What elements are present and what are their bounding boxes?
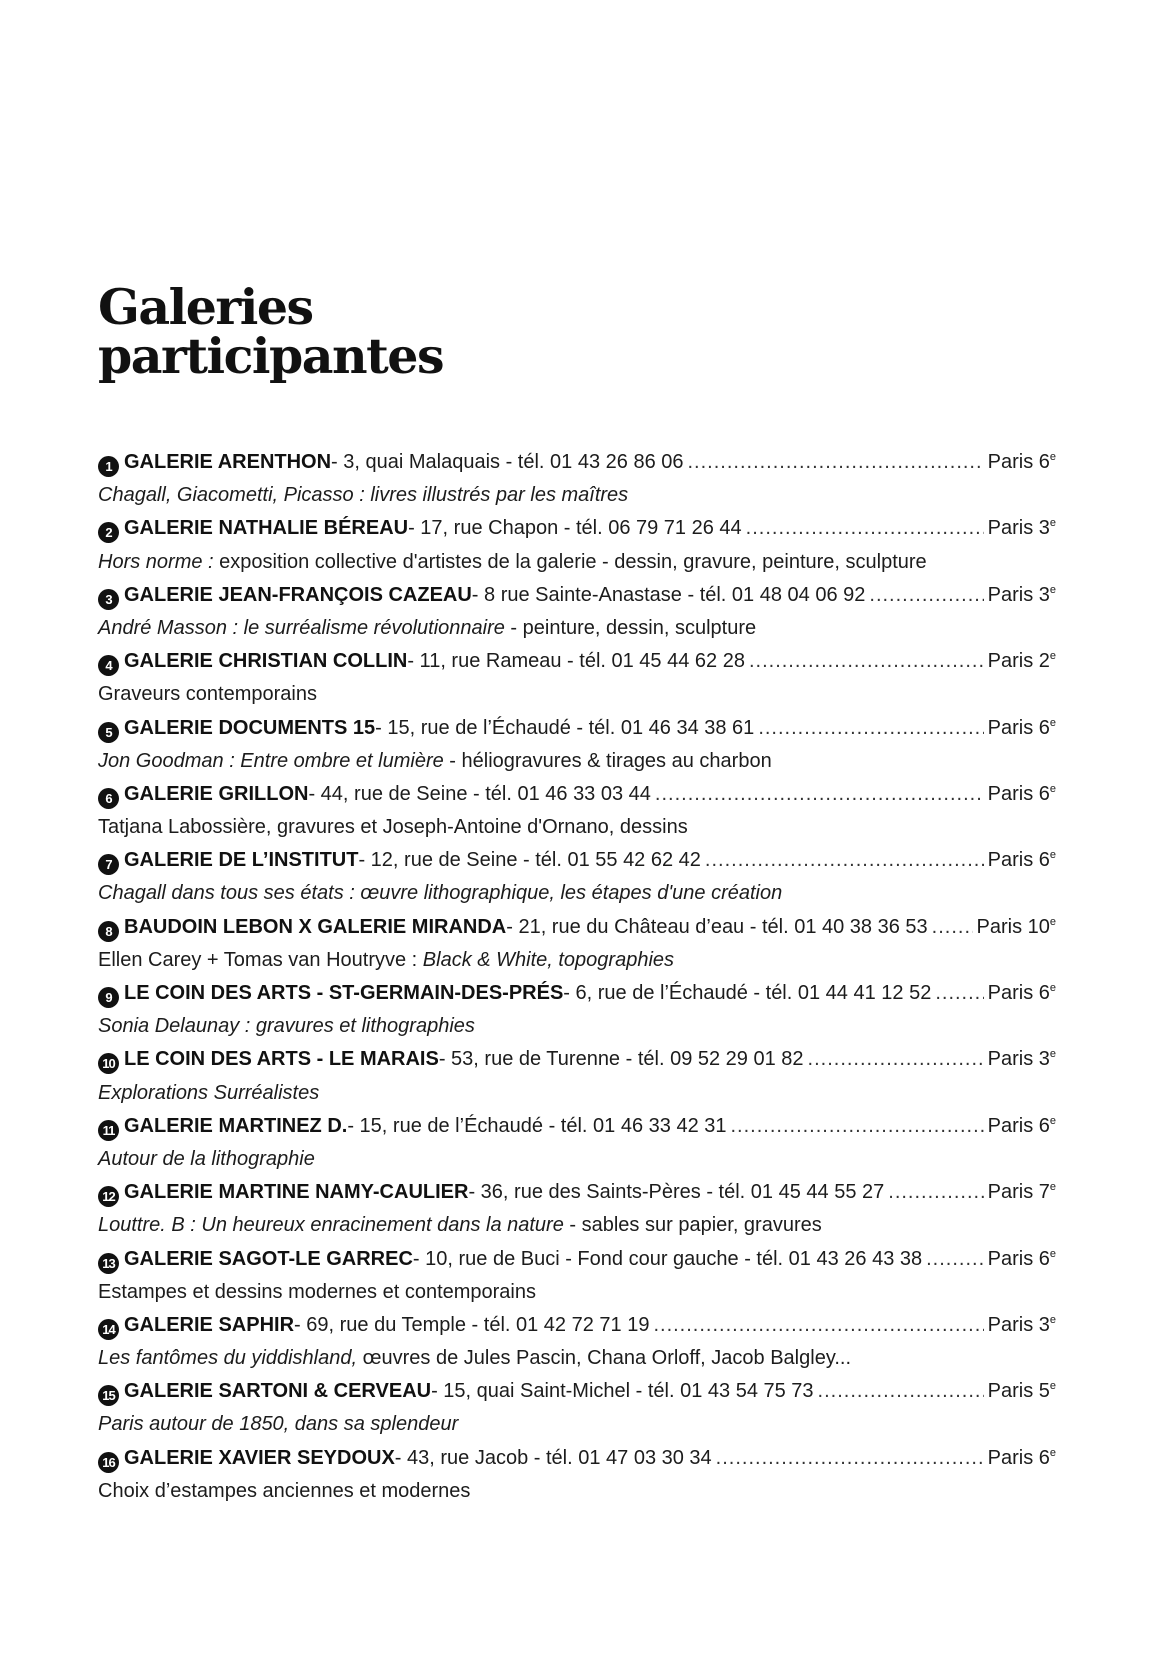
dot-leader xyxy=(688,446,984,479)
number-badge-icon: 9 xyxy=(98,987,119,1008)
gallery-entry-header xyxy=(98,1375,1056,1408)
gallery-name: GALERIE MARTINEZ D. xyxy=(124,1114,348,1137)
gallery-exhibition: Paris autour de 1850, dans sa splendeur xyxy=(98,1413,459,1436)
gallery-exhibition: Graveurs contemporains xyxy=(98,683,317,706)
dot-leader xyxy=(869,579,983,612)
gallery-arrondissement: Paris 5e xyxy=(987,1380,1056,1403)
number-badge-icon: 15 xyxy=(98,1385,119,1406)
gallery-list xyxy=(98,446,1056,1508)
gallery-entry-header xyxy=(98,1442,1056,1475)
gallery-address: - 44, rue de Seine - tél. 01 46 33 03 44 xyxy=(308,782,651,805)
gallery-entry-header xyxy=(98,1110,1056,1143)
gallery-address: - 43, rue Jacob - tél. 01 47 03 30 34 xyxy=(394,1446,712,1469)
gallery-entry-header xyxy=(98,579,1056,612)
gallery-address: - 6, rue de l’Échaudé - tél. 01 44 41 12 52 xyxy=(563,982,932,1004)
dot-leader xyxy=(932,911,973,944)
gallery-address: - 3, quai Malaquais - tél. 01 43 26 86 06 xyxy=(331,451,684,473)
gallery-address: - 69, rue du Temple - tél. 01 42 72 71 19 xyxy=(294,1313,650,1336)
gallery-exhibition: Jon Goodman : Entre ombre et lumière - héliogravures & tirages au charbon xyxy=(98,749,772,772)
gallery-address: - 10, rue de Buci - Fond cour gauche - tél. 01 43 26 43 38 xyxy=(412,1247,923,1270)
gallery-exhibition: Hors norme : exposition collective d'artistes de la galerie - dessin, gravure, peinture, sculpture xyxy=(98,550,927,573)
gallery-name: GALERIE NATHALIE BÉREAU xyxy=(124,517,409,540)
dot-leader xyxy=(749,645,984,678)
gallery-entry xyxy=(98,1043,1056,1109)
gallery-entry xyxy=(98,645,1056,711)
gallery-entry-header xyxy=(98,645,1056,678)
dot-leader xyxy=(926,1243,984,1276)
gallery-exhibition: Louttre. B : Un heureux enracinement dans la nature - sables sur papier, gravures xyxy=(98,1214,822,1237)
gallery-arrondissement: Paris 6e xyxy=(987,782,1056,805)
dot-leader xyxy=(758,712,983,745)
gallery-arrondissement: Paris 6e xyxy=(987,1446,1056,1469)
gallery-address: - 8 rue Sainte-Anastase - tél. 01 48 04 06 92 xyxy=(471,583,866,606)
dot-leader xyxy=(731,1110,984,1143)
gallery-entry-header xyxy=(98,1309,1056,1342)
dot-leader xyxy=(888,1176,983,1209)
gallery-entry-header xyxy=(98,512,1056,545)
gallery-entry-header xyxy=(98,911,1056,944)
gallery-address: - 11, rue Rameau - tél. 01 45 44 62 28 xyxy=(407,650,745,673)
gallery-entry-header xyxy=(98,712,1056,745)
gallery-exhibition: Sonia Delaunay : gravures et lithographies xyxy=(98,1015,475,1038)
gallery-arrondissement: Paris 6e xyxy=(987,1247,1056,1270)
gallery-entry xyxy=(98,844,1056,910)
number-badge-icon: 3 xyxy=(98,589,119,610)
gallery-exhibition: Estampes et dessins modernes et contemporains xyxy=(98,1280,536,1303)
gallery-name: GALERIE XAVIER SEYDOUX xyxy=(124,1446,395,1469)
dot-leader xyxy=(716,1442,984,1475)
gallery-entry xyxy=(98,1375,1056,1441)
gallery-address: - 15, quai Saint-Michel - tél. 01 43 54 75 73 xyxy=(431,1380,814,1403)
gallery-name: GALERIE SARTONI & CERVEAU xyxy=(124,1380,432,1403)
gallery-entry xyxy=(98,1176,1056,1242)
gallery-address: - 36, rue des Saints-Pères - tél. 01 45 44 55 27 xyxy=(468,1181,885,1204)
gallery-exhibition: Ellen Carey + Tomas van Houtryve : Black & White, topographies xyxy=(98,948,675,971)
gallery-exhibition: Explorations Surréalistes xyxy=(98,1081,320,1104)
gallery-exhibition: Chagall dans tous ses états : œuvre lithographique, les étapes d'une création xyxy=(98,882,783,905)
gallery-entry-header xyxy=(98,778,1056,811)
gallery-arrondissement: Paris 6e xyxy=(987,1114,1056,1137)
gallery-entry-header xyxy=(98,1043,1056,1076)
gallery-name: BAUDOIN LEBON X GALERIE MIRANDA xyxy=(124,915,507,938)
gallery-exhibition: Tatjana Labossière, gravures et Joseph-Antoine d'Ornano, dessins xyxy=(98,816,688,839)
gallery-name: LE COIN DES ARTS - ST-GERMAIN-DES-PRÉS xyxy=(124,982,564,1004)
number-badge-icon: 2 xyxy=(98,522,119,543)
dot-leader xyxy=(653,1309,983,1342)
gallery-entry xyxy=(98,1442,1056,1508)
gallery-entry xyxy=(98,977,1056,1043)
gallery-entry-header xyxy=(98,977,1056,1010)
gallery-entry xyxy=(98,712,1056,778)
number-badge-icon: 10 xyxy=(98,1053,119,1074)
gallery-address: - 53, rue de Turenne - tél. 09 52 29 01 82 xyxy=(438,1048,804,1071)
gallery-name: GALERIE MARTINE NAMY-CAULIER xyxy=(124,1181,469,1204)
gallery-entry xyxy=(98,911,1056,977)
gallery-entry xyxy=(98,778,1056,844)
gallery-arrondissement: Paris 2e xyxy=(987,650,1056,673)
gallery-entry xyxy=(98,1110,1056,1176)
page-title-line-1: Galeries xyxy=(98,278,313,336)
gallery-address: - 21, rue du Château d’eau - tél. 01 40 38 36 53 xyxy=(506,915,928,938)
gallery-arrondissement: Paris 10e xyxy=(976,915,1056,938)
number-badge-icon: 4 xyxy=(98,655,119,676)
gallery-entry xyxy=(98,1243,1056,1309)
gallery-entry xyxy=(98,1309,1056,1375)
dot-leader xyxy=(655,778,984,811)
number-badge-icon: 14 xyxy=(98,1319,119,1340)
number-badge-icon: 5 xyxy=(98,722,119,743)
gallery-name: LE COIN DES ARTS - LE MARAIS xyxy=(124,1048,439,1071)
gallery-exhibition: Les fantômes du yiddishland, œuvres de Jules Pascin, Chana Orloff, Jacob Balgley... xyxy=(98,1347,851,1370)
gallery-entry-header xyxy=(98,844,1056,877)
gallery-name: GALERIE DOCUMENTS 15 xyxy=(124,716,376,739)
gallery-arrondissement: Paris 3e xyxy=(987,583,1056,606)
dot-leader xyxy=(808,1043,984,1076)
number-badge-icon: 13 xyxy=(98,1253,119,1274)
number-badge-icon: 7 xyxy=(98,854,119,875)
page-title-line-2: participantes xyxy=(98,327,444,385)
number-badge-icon: 12 xyxy=(98,1186,119,1207)
dot-leader xyxy=(935,977,983,1010)
gallery-name: GALERIE SAGOT-LE GARREC xyxy=(124,1247,413,1270)
gallery-address: - 15, rue de l’Échaudé - tél. 01 46 34 38 61 xyxy=(375,716,755,739)
gallery-entry xyxy=(98,512,1056,578)
gallery-arrondissement: Paris 6e xyxy=(987,982,1056,1004)
number-badge-icon: 8 xyxy=(98,921,119,942)
gallery-name: GALERIE DE L’INSTITUT xyxy=(124,849,359,872)
gallery-exhibition: André Masson : le surréalisme révolutionnaire - peinture, dessin, sculpture xyxy=(98,616,757,639)
page-title xyxy=(98,278,444,385)
gallery-exhibition: Autour de la lithographie xyxy=(98,1147,315,1170)
number-badge-icon: 1 xyxy=(98,456,119,477)
gallery-entry-header xyxy=(98,446,1056,479)
dot-leader xyxy=(818,1375,984,1408)
gallery-name: GALERIE SAPHIR xyxy=(124,1313,295,1336)
gallery-address: - 17, rue Chapon - tél. 06 79 71 26 44 xyxy=(408,517,742,540)
gallery-name: GALERIE CHRISTIAN COLLIN xyxy=(124,650,408,673)
gallery-name: GALERIE GRILLON xyxy=(124,782,309,805)
gallery-arrondissement: Paris 6e xyxy=(987,716,1056,739)
gallery-name: GALERIE ARENTHON xyxy=(124,451,332,473)
number-badge-icon: 11 xyxy=(98,1120,119,1141)
dot-leader xyxy=(746,512,984,545)
gallery-address: - 15, rue de l’Échaudé - tél. 01 46 33 42 31 xyxy=(347,1114,727,1137)
number-badge-icon: 6 xyxy=(98,788,119,809)
gallery-exhibition: Chagall, Giacometti, Picasso : livres illustrés par les maîtres xyxy=(98,484,629,507)
gallery-name: GALERIE JEAN-FRANÇOIS CAZEAU xyxy=(124,583,472,606)
number-badge-icon: 16 xyxy=(98,1452,119,1473)
gallery-arrondissement: Paris 3e xyxy=(987,1048,1056,1071)
gallery-arrondissement: Paris 3e xyxy=(987,1313,1056,1336)
gallery-entry xyxy=(98,446,1056,512)
gallery-entry-header xyxy=(98,1176,1056,1209)
gallery-arrondissement: Paris 3e xyxy=(987,517,1056,540)
gallery-arrondissement: Paris 6e xyxy=(987,849,1056,872)
gallery-address: - 12, rue de Seine - tél. 01 55 42 62 42 xyxy=(358,849,701,872)
gallery-exhibition: Choix d’estampes anciennes et modernes xyxy=(98,1479,471,1502)
gallery-arrondissement: Paris 6e xyxy=(987,451,1056,473)
gallery-arrondissement: Paris 7e xyxy=(987,1181,1056,1204)
gallery-entry xyxy=(98,579,1056,645)
dot-leader xyxy=(705,844,984,877)
gallery-entry-header xyxy=(98,1243,1056,1276)
